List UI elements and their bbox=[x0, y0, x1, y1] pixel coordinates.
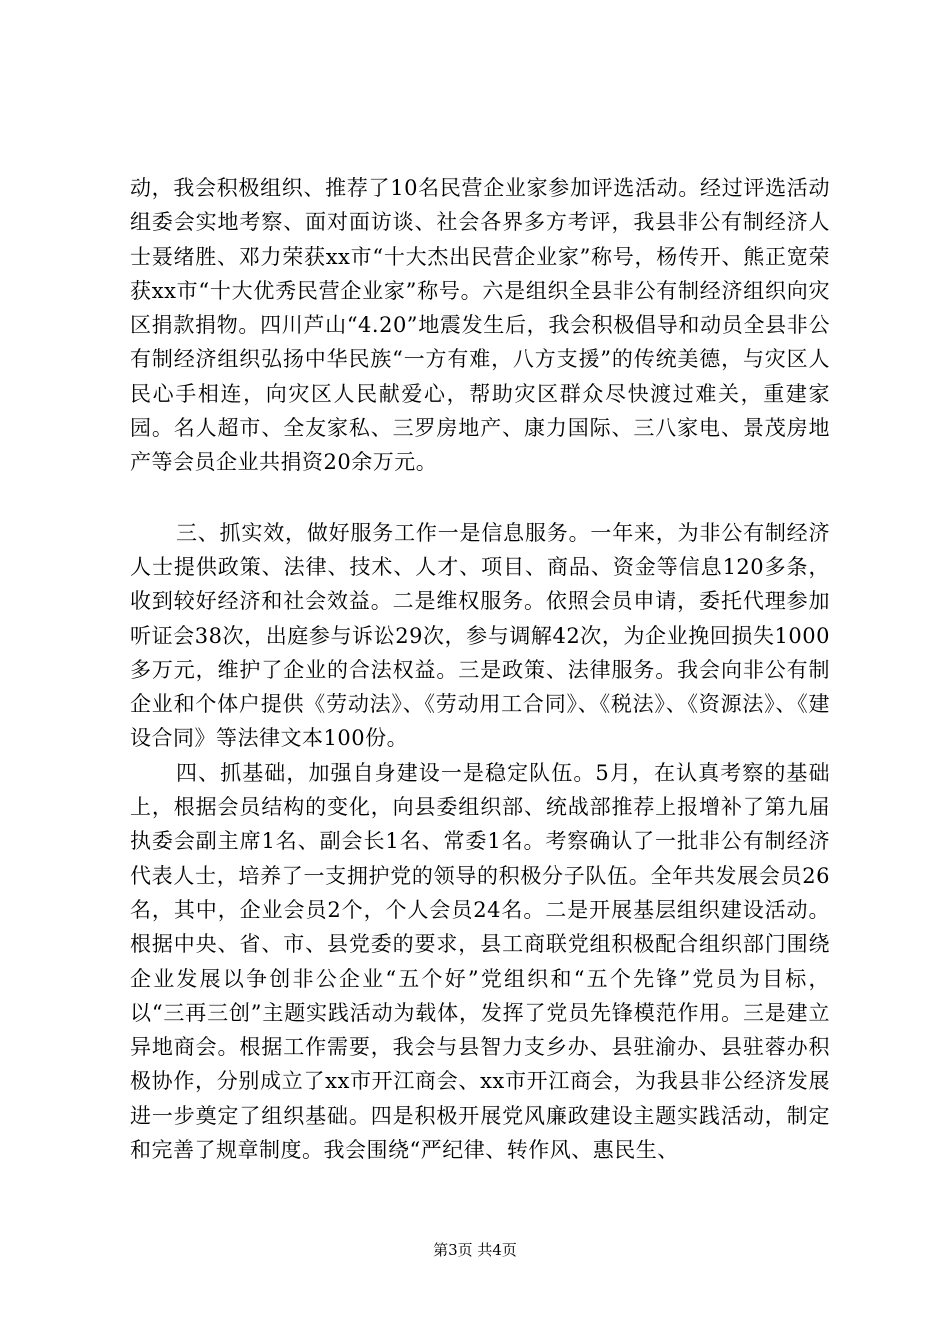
paragraph-section-three: 三、抓实效，做好服务工作一是信息服务。一年来，为非公有制经济人士提供政策、法律、技术、人才、项目、商品、资金等信息120多条，收到较好经济和社会效益。二是维权服务。依照会员申请，委托代理参加听证会38次，出庭参与诉讼29次，参与调解42次，为企业挽回损失1000多万元，维护了企业的合法权益。三是政策、法律服务。我会向非公有制企业和个体户提供《劳动法》、《劳动用工合同》、《税法》、《资源法》、《建设合同》等法律文本100份。 bbox=[130, 520, 830, 751]
paragraph-gap bbox=[130, 480, 830, 516]
paragraph-continuation: 动，我会积极组织、推荐了10名民营企业家参加评选活动。经过评选活动组委会实地考察、面对面访谈、社会各界多方考评，我县非公有制经济人士聂绪胜、邓力荣获xx市“十大杰出民营企业家”称号，杨传开、熊正宽荣获xx市“十大优秀民营企业家”称号。六是组织全县非公有制经济组织向灾区捐款捐物。四川芦山“4.20”地震发生后，我会积极倡导和动员全县非公有制经济组织弘扬中华民族“一方有难，八方支援”的传统美德，与灾区人民心手相连，向灾区人民献爱心，帮助灾区群众尽快渡过难关，重建家园。名人超市、全友家私、三罗房地产、康力国际、三八家电、景茂房地产等会员企业共捐资20余万元。 bbox=[130, 176, 830, 475]
document-body bbox=[130, 171, 830, 1167]
page-number-footer: 第3页 共4页 bbox=[433, 1241, 517, 1259]
paragraph-section-four: 四、抓基础，加强自身建设一是稳定队伍。5月，在认真考察的基础上，根据会员结构的变化，向县委组织部、统战部推荐上报增补了第九届执委会副主席1名、副会长1名、常委1名。考察确认了一批非公有制经济代表人士，培养了一支拥护党的领导的积极分子队伍。全年共发展会员26名，其中，企业会员2个，个人会员24名。二是开展基层组织建设活动。根据中央、省、市、县党委的要求，县工商联党组积极配合组织部门围绕企业发展以争创非公企业“五个好”党组织和“五个先锋”党员为目标，以“三再三创”主题实践活动为载体，发挥了党员先锋模范作用。三是建立异地商会。根据工作需要，我会与县智力支乡办、县驻渝办、县驻蓉办积极协作，分别成立了xx市开江商会、xx市开江商会，为我县非公经济发展进一步奠定了组织基础。四是积极开展党风廉政建设主题实践活动，制定和完善了规章制度。我会围绕“严纪律、转作风、惠民生、 bbox=[130, 760, 830, 1163]
